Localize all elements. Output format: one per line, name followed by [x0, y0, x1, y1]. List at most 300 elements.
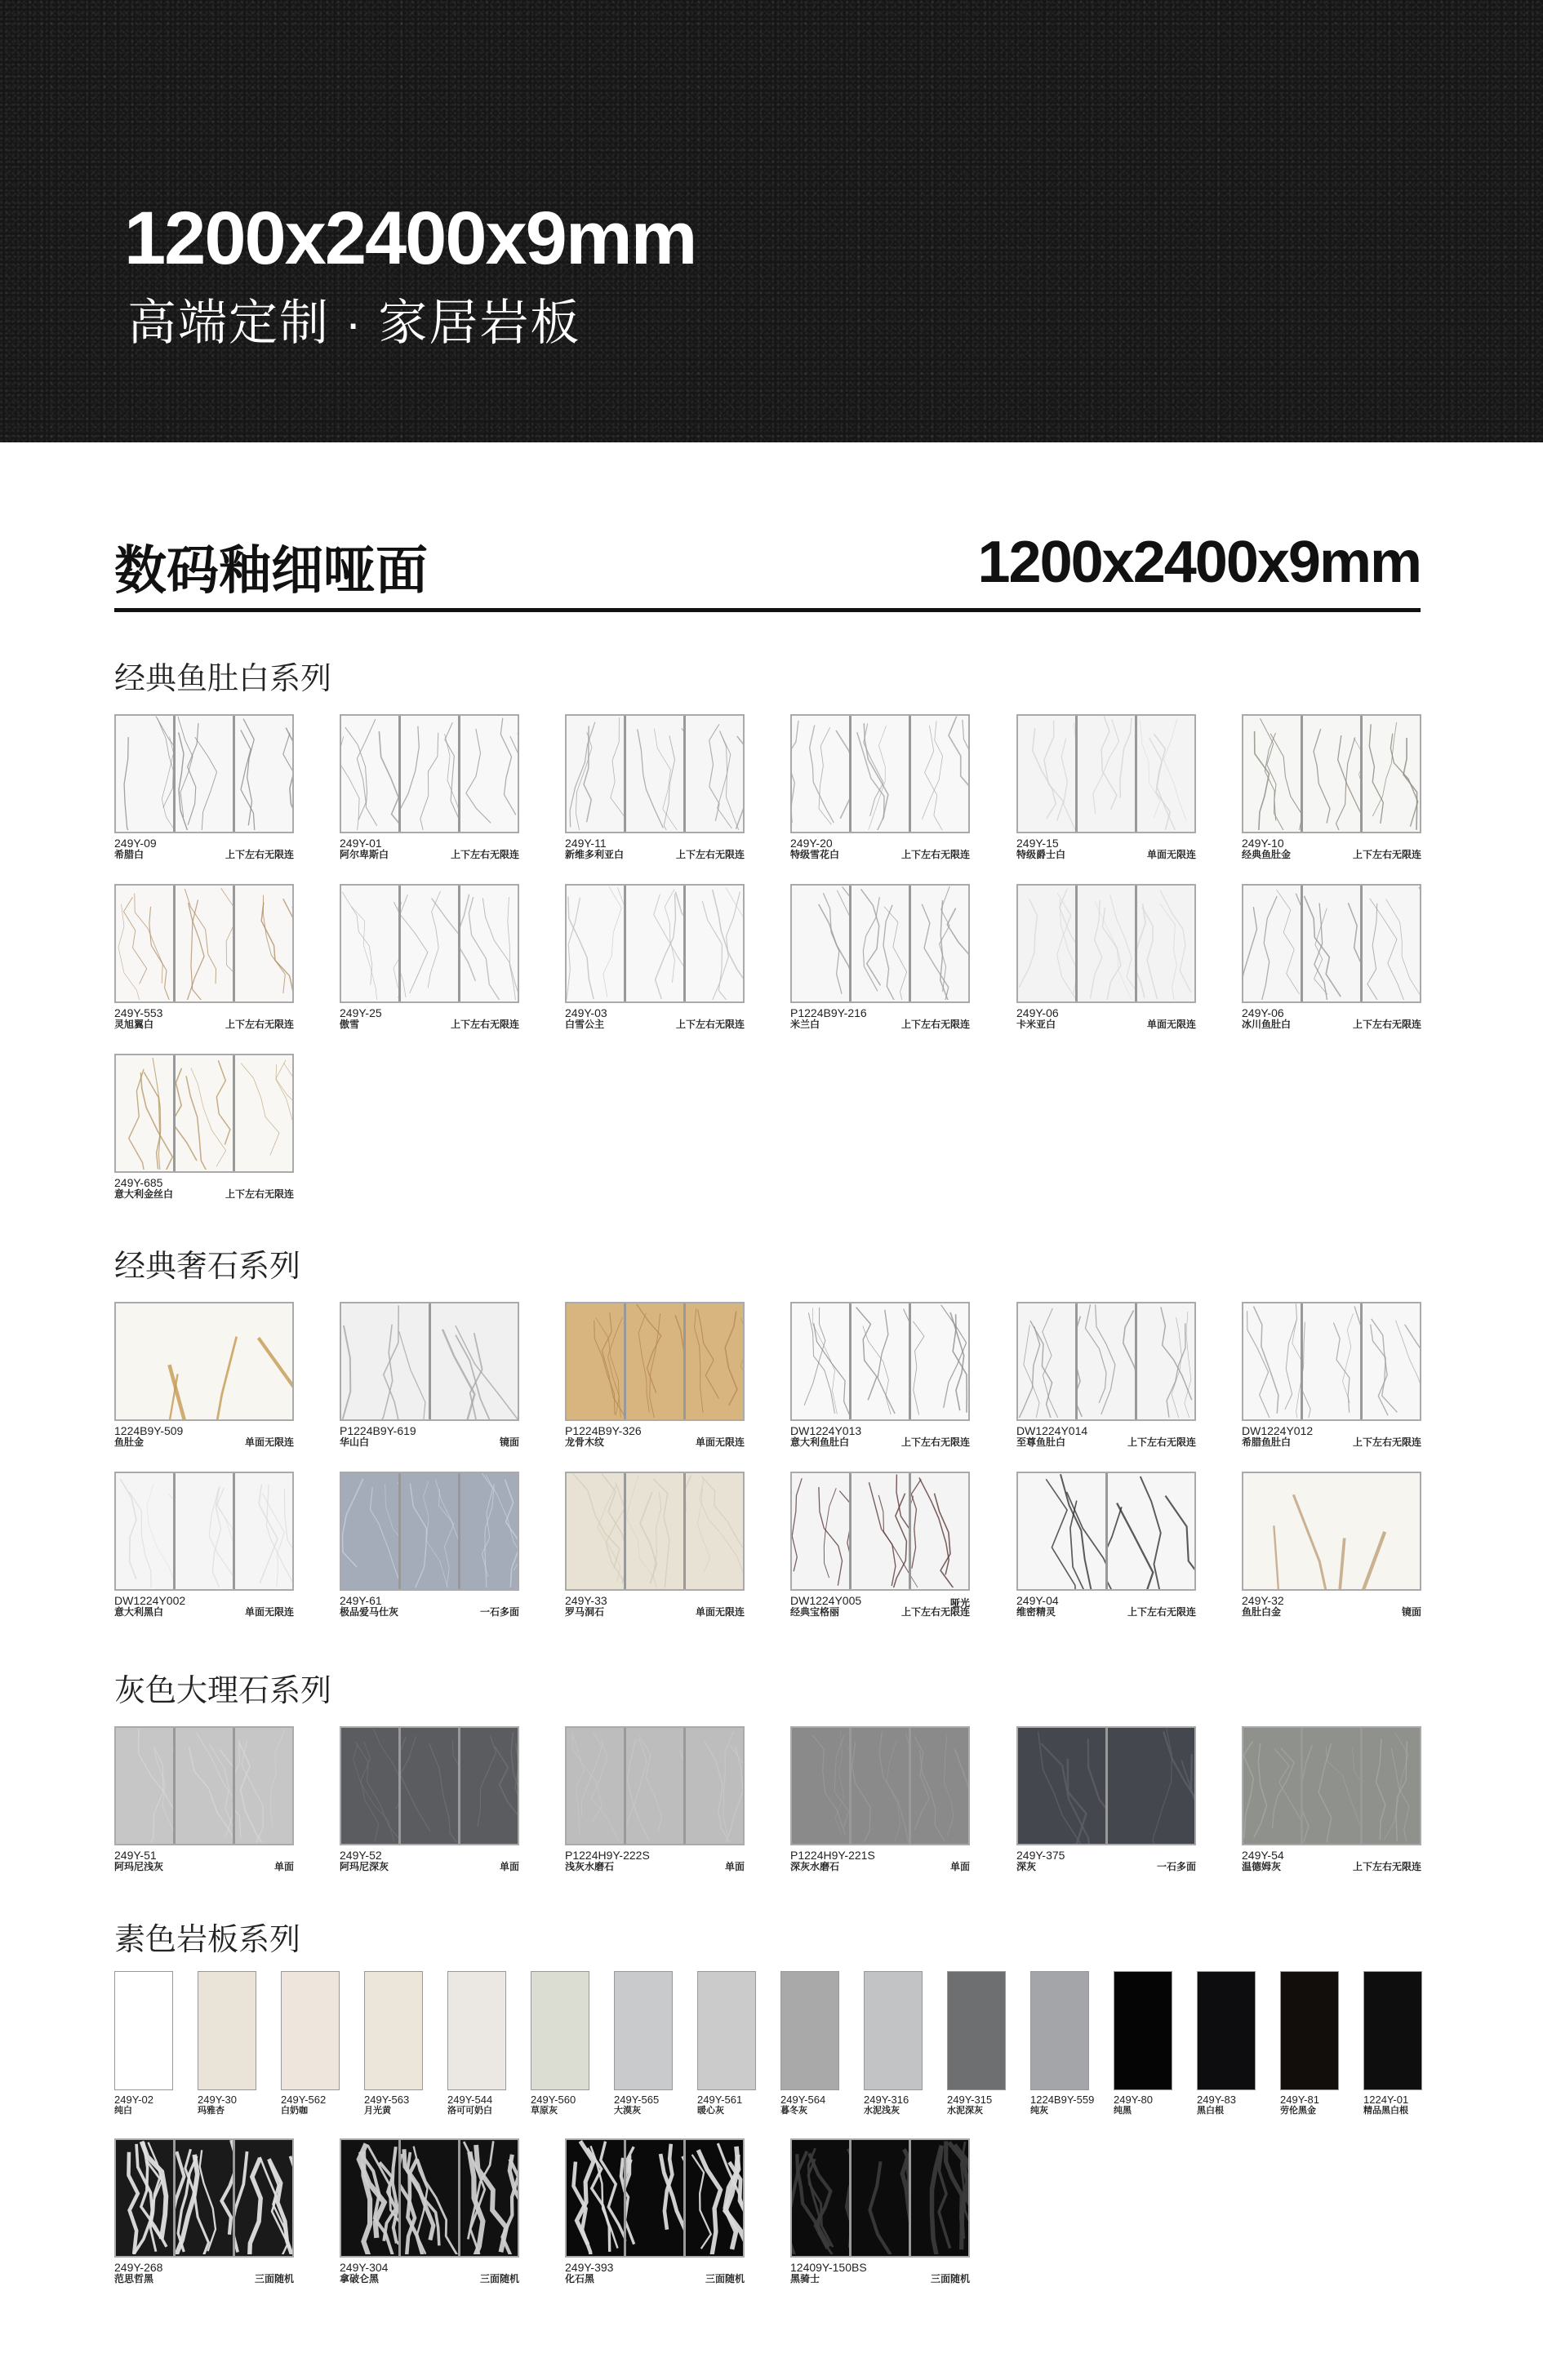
tile-note: 单面无限连: [244, 1606, 294, 1618]
tile-code: 249Y-51: [114, 1849, 157, 1862]
marble-veins: [626, 1303, 683, 1418]
tile-meta: [1016, 1607, 1196, 1618]
tile-meta: [340, 1019, 519, 1030]
tile-swatch[interactable]: [1016, 714, 1196, 833]
solid-tile-card: [531, 1971, 589, 2116]
tile-meta: [565, 1019, 745, 1030]
tile-swatch[interactable]: [565, 1472, 745, 1591]
tile-card: [565, 1302, 745, 1448]
solid-tile-card: [114, 1971, 173, 2116]
solid-swatch[interactable]: [198, 1971, 256, 2090]
marble-veins: [792, 1473, 849, 1587]
tile-note: 上下左右无限连: [450, 849, 519, 860]
marble-veins: [235, 1055, 292, 1170]
tile-panel: [683, 886, 743, 1001]
tile-note: 上下左右无限连: [225, 1019, 294, 1030]
tile-panel: [116, 1728, 173, 1844]
solid-tile-card: [697, 1971, 756, 2116]
tile-panel: [116, 1303, 292, 1419]
tile-swatch[interactable]: [565, 2138, 745, 2258]
tile-code: P1224B9Y-619: [340, 1424, 416, 1437]
marble-veins: [1243, 716, 1301, 830]
marble-veins: [1303, 886, 1360, 1000]
tile-meta: [1242, 1437, 1421, 1448]
tile-panel: [1301, 1728, 1360, 1844]
tile-card: [565, 1726, 745, 1872]
tile-panel: [624, 886, 683, 1001]
tile-name: 龙骨木纹: [565, 1436, 605, 1448]
marble-veins: [852, 1728, 909, 1842]
tile-panel: [173, 1728, 233, 1844]
solid-swatch[interactable]: [447, 1971, 506, 2090]
marble-veins: [792, 716, 849, 830]
solid-swatch[interactable]: [947, 1971, 1006, 2090]
tile-swatch[interactable]: [790, 2138, 970, 2258]
marble-veins: [852, 1303, 909, 1418]
tile-name: 意大利黑白: [114, 1606, 164, 1618]
tile-meta: [790, 1607, 970, 1618]
tile-meta: [114, 2274, 294, 2285]
tile-swatch[interactable]: [114, 1302, 294, 1421]
tile-name: 灵旭翼白: [114, 1019, 154, 1030]
tile-code: 249Y-06: [1242, 1006, 1284, 1019]
tile-name: 希腊白: [114, 849, 145, 860]
tile-code: DW1224Y014: [1016, 1424, 1088, 1437]
marble-veins: [341, 1728, 398, 1842]
marble-veins: [626, 886, 683, 1000]
tile-swatch[interactable]: [1016, 1726, 1196, 1845]
tile-meta: [1016, 850, 1196, 860]
series-title: 经典奢石系列: [114, 1250, 301, 1284]
solid-swatch[interactable]: [780, 1971, 839, 2090]
tile-name: 华山白: [340, 1436, 370, 1448]
tile-code: DW1224Y012: [1242, 1424, 1314, 1437]
tile-panel: [1243, 716, 1301, 832]
solid-tile-card: [947, 1971, 1006, 2116]
marble-veins: [235, 716, 292, 830]
tile-code: DW1224Y005: [790, 1594, 862, 1607]
tile-panel: [233, 1728, 292, 1844]
tile-meta: [565, 850, 745, 860]
tile-panel: [233, 1055, 292, 1171]
tile-swatch[interactable]: [340, 884, 519, 1003]
tile-meta: [790, 1019, 970, 1030]
marble-veins: [911, 886, 968, 1000]
solid-name: 纯黑: [1114, 2106, 1132, 2116]
tile-name: 范思哲黑: [114, 2273, 154, 2285]
tile-note: 上下左右无限连: [225, 1188, 294, 1200]
marble-veins: [1363, 1728, 1420, 1842]
tile-card: [114, 1302, 294, 1448]
solid-code: 249Y-544: [447, 2094, 493, 2106]
tile-code: 249Y-685: [114, 1176, 163, 1189]
tile-panel: [458, 886, 518, 1001]
tile-name: 卡米亚白: [1016, 1019, 1056, 1030]
solid-swatch[interactable]: [614, 1971, 673, 2090]
marble-veins: [1243, 1473, 1420, 1589]
tile-name: 黑骑士: [790, 2273, 820, 2285]
tile-panel: [849, 2140, 909, 2256]
solid-swatch[interactable]: [281, 1971, 340, 2090]
tile-meta: [114, 1437, 294, 1448]
tile-panel: [567, 1728, 624, 1844]
tile-card: [790, 1472, 970, 1618]
hero-banner: [0, 0, 1543, 442]
tile-card: [1242, 714, 1421, 860]
marble-veins: [401, 2140, 458, 2254]
tile-meta: [565, 1607, 745, 1618]
solid-code: 249Y-81: [1280, 2094, 1319, 2106]
tile-panel: [173, 886, 233, 1001]
tile-swatch[interactable]: [790, 1726, 970, 1845]
tile-code: 249Y-61: [340, 1594, 382, 1607]
tile-note: 单面无限连: [695, 1606, 745, 1618]
marble-veins: [911, 716, 968, 830]
tile-name: 特级爵士白: [1016, 849, 1066, 860]
solid-name: 大漠灰: [614, 2106, 641, 2116]
tile-panel: [233, 2140, 292, 2256]
tile-meta: [565, 2274, 745, 2285]
tile-panel: [792, 716, 849, 832]
tile-panel: [173, 1055, 233, 1171]
tile-panel: [849, 1728, 909, 1844]
marble-veins: [1137, 1303, 1194, 1418]
tile-card: [565, 714, 745, 860]
solid-name: 暖心灰: [697, 2106, 724, 2116]
tile-name: 罗马洞石: [565, 1606, 605, 1618]
tile-panel: [1075, 716, 1135, 832]
marble-veins: [401, 1473, 458, 1587]
tile-code: 249Y-06: [1016, 1006, 1059, 1019]
solid-swatch[interactable]: [1363, 1971, 1422, 2090]
marble-veins: [1078, 1303, 1135, 1418]
tile-swatch[interactable]: [114, 2138, 294, 2258]
marble-veins: [116, 886, 173, 1000]
tile-card: [1016, 714, 1196, 860]
tile-panel: [1243, 886, 1301, 1001]
tile-note: 上下左右无限连: [900, 1019, 970, 1030]
tile-meta: [790, 850, 970, 860]
solid-name: 洛可可奶白: [447, 2106, 492, 2116]
tile-card: [790, 714, 970, 860]
solid-code: 249Y-30: [198, 2094, 237, 2106]
marble-veins: [1243, 1303, 1301, 1418]
tile-panel: [341, 1728, 398, 1844]
marble-veins: [1078, 886, 1135, 1000]
solid-name: 草原灰: [531, 2106, 558, 2116]
tile-panel: [1018, 1303, 1075, 1419]
solid-swatch[interactable]: [1197, 1971, 1256, 2090]
tile-note: 单面无限连: [1146, 849, 1196, 860]
tile-card: [340, 714, 519, 860]
marble-veins: [686, 716, 743, 830]
tile-panel: [683, 2140, 743, 2256]
tile-meta: [1016, 1862, 1196, 1872]
solid-swatch[interactable]: [531, 1971, 589, 2090]
tile-code: 249Y-20: [790, 837, 833, 850]
tile-swatch[interactable]: [114, 1472, 294, 1591]
marble-veins: [792, 1728, 849, 1842]
tile-swatch[interactable]: [1016, 1302, 1196, 1421]
solid-swatch[interactable]: [864, 1971, 923, 2090]
tile-swatch[interactable]: [340, 2138, 519, 2258]
tile-card: [114, 1054, 294, 1200]
tile-swatch[interactable]: [1242, 1472, 1421, 1591]
tile-card: [1242, 1472, 1421, 1618]
tile-swatch[interactable]: [1242, 1302, 1421, 1421]
solid-name: 水泥浅灰: [864, 2106, 900, 2116]
solid-tile-card: [1363, 1971, 1422, 2116]
marble-veins: [626, 2140, 683, 2254]
tile-swatch[interactable]: [340, 1726, 519, 1845]
solid-name: 暮冬灰: [780, 2106, 807, 2116]
solid-name: 月光黄: [364, 2106, 391, 2116]
tile-panel: [909, 1303, 968, 1419]
tile-panel: [458, 2140, 518, 2256]
tile-note: 单面: [724, 1861, 745, 1872]
marble-veins: [1363, 886, 1420, 1000]
marble-veins: [176, 1055, 233, 1170]
solid-code: 249Y-316: [864, 2094, 909, 2106]
marble-veins: [686, 2140, 743, 2254]
solid-tile-card: [281, 1971, 340, 2116]
solid-name: 劳伦黑金: [1280, 2106, 1316, 2116]
marble-veins: [567, 1473, 624, 1587]
tile-note: 三面随机: [930, 2273, 970, 2285]
solid-code: 249Y-563: [364, 2094, 410, 2106]
tile-panel: [909, 1728, 968, 1844]
tile-card: [1242, 884, 1421, 1030]
solid-swatch[interactable]: [364, 1971, 423, 2090]
tile-swatch[interactable]: [1016, 884, 1196, 1003]
marble-veins: [1363, 716, 1420, 830]
tile-note: 三面随机: [254, 2273, 294, 2285]
tile-panel: [624, 2140, 683, 2256]
tile-card: [565, 884, 745, 1030]
tile-note: 上下左右无限连: [1352, 849, 1421, 860]
tile-panel: [429, 1303, 518, 1419]
solid-swatch[interactable]: [114, 1971, 173, 2090]
tile-swatch[interactable]: [790, 1472, 970, 1591]
solid-code: 1224B9Y-559: [1030, 2094, 1095, 2106]
marble-veins: [176, 2140, 233, 2254]
tile-card: [340, 1726, 519, 1872]
tile-card: [114, 1726, 294, 1872]
tile-name: 深灰水磨石: [790, 1861, 840, 1872]
tile-meta: [114, 1019, 294, 1030]
tile-note: 镜面: [1401, 1606, 1421, 1618]
tile-code: 249Y-553: [114, 1006, 163, 1019]
marble-veins: [341, 1303, 429, 1419]
tile-panel: [1135, 1303, 1194, 1419]
tile-name: 温德姆灰: [1242, 1861, 1282, 1872]
marble-veins: [852, 716, 909, 830]
marble-veins: [792, 2140, 849, 2254]
tile-panel: [624, 1728, 683, 1844]
tile-swatch[interactable]: [1016, 1472, 1196, 1591]
tile-name: 鱼肚金: [114, 1436, 145, 1448]
tile-code: DW1224Y002: [114, 1594, 186, 1607]
tile-panel: [398, 1728, 458, 1844]
tile-note: 镜面: [499, 1436, 519, 1448]
tile-name: 深灰: [1016, 1861, 1037, 1872]
tile-panel: [1301, 716, 1360, 832]
tile-panel: [1360, 1303, 1420, 1419]
tile-swatch[interactable]: [114, 714, 294, 833]
tile-swatch[interactable]: [114, 1054, 294, 1173]
tile-meta: [340, 1607, 519, 1618]
tile-code: 249Y-03: [565, 1006, 607, 1019]
solid-swatch[interactable]: [1030, 1971, 1089, 2090]
tile-panel: [116, 886, 173, 1001]
tile-panel: [683, 1728, 743, 1844]
marble-veins: [460, 716, 518, 830]
tile-swatch[interactable]: [1242, 1726, 1421, 1845]
tile-code: P1224H9Y-222S: [565, 1849, 650, 1862]
tile-swatch[interactable]: [340, 1472, 519, 1591]
marble-veins: [1018, 1303, 1075, 1418]
solid-name: 水泥深灰: [947, 2106, 983, 2116]
tile-card: [1242, 1302, 1421, 1448]
marble-veins: [176, 886, 233, 1000]
tile-panel: [233, 886, 292, 1001]
tile-panel: [116, 716, 173, 832]
solid-code: 249Y-561: [697, 2094, 743, 2106]
tile-note: 一石多面: [479, 1606, 519, 1618]
tile-swatch[interactable]: [565, 714, 745, 833]
tile-name: 特级雪花白: [790, 849, 840, 860]
tile-swatch[interactable]: [1242, 884, 1421, 1003]
marble-veins: [1108, 1473, 1195, 1589]
marble-veins: [341, 1473, 398, 1587]
tile-panel: [173, 1473, 233, 1589]
tile-note: 上下左右无限连: [450, 1019, 519, 1030]
tile-panel: [792, 1728, 849, 1844]
tile-note: 上下左右无限连: [675, 1019, 745, 1030]
tile-note: 上下左右无限连: [900, 1436, 970, 1448]
tile-panel: [341, 2140, 398, 2256]
tile-note: 三面随机: [479, 2273, 519, 2285]
tile-swatch[interactable]: [790, 714, 970, 833]
solid-name: 纯灰: [1030, 2106, 1048, 2116]
tile-note: 三面随机: [705, 2273, 745, 2285]
tile-panel: [233, 1473, 292, 1589]
marble-veins: [1303, 1303, 1360, 1418]
solid-swatch[interactable]: [697, 1971, 756, 2090]
marble-veins: [911, 1303, 968, 1418]
tile-swatch[interactable]: [340, 714, 519, 833]
tile-panel: [398, 716, 458, 832]
solid-name: 白奶咖: [281, 2106, 308, 2116]
tile-swatch[interactable]: [790, 884, 970, 1003]
tile-swatch[interactable]: [565, 1726, 745, 1845]
tile-panel: [567, 2140, 624, 2256]
tile-panel: [341, 716, 398, 832]
tile-card: [1016, 1302, 1196, 1448]
tile-swatch[interactable]: [114, 1726, 294, 1845]
tile-panel: [458, 716, 518, 832]
tile-card: [114, 714, 294, 860]
marble-veins: [460, 1473, 518, 1587]
tile-meta: [1242, 850, 1421, 860]
tile-card: [340, 1302, 519, 1448]
tile-note: 单面: [273, 1861, 294, 1872]
tile-code: P1224H9Y-221S: [790, 1849, 875, 1862]
tile-panel: [173, 2140, 233, 2256]
tile-meta: [790, 1862, 970, 1872]
marble-veins: [1243, 1728, 1301, 1842]
series-title: 灰色大理石系列: [114, 1674, 332, 1708]
marble-veins: [116, 1473, 173, 1587]
tile-panel: [116, 2140, 173, 2256]
marble-veins: [116, 1303, 292, 1419]
tile-code: 249Y-304: [340, 2261, 389, 2274]
tile-card: [790, 1726, 970, 1872]
marble-veins: [235, 2140, 292, 2254]
tile-meta: [340, 1437, 519, 1448]
tile-code: P1224B9Y-326: [565, 1424, 642, 1437]
tile-code: 249Y-33: [565, 1594, 607, 1607]
marble-veins: [116, 716, 173, 830]
marble-veins: [1078, 716, 1135, 830]
tile-note: 单面无限连: [244, 1436, 294, 1448]
marble-veins: [1018, 886, 1075, 1000]
marble-veins: [567, 1303, 624, 1418]
tile-panel: [849, 886, 909, 1001]
tile-panel: [233, 716, 292, 832]
tile-card: [114, 884, 294, 1030]
tile-note: 上下左右无限连: [675, 849, 745, 860]
marble-veins: [431, 1303, 518, 1419]
solid-swatch[interactable]: [1114, 1971, 1172, 2090]
tile-card: [790, 2138, 970, 2285]
solid-tile-card: [614, 1971, 673, 2116]
tile-meta: [565, 1862, 745, 1872]
tile-code: 249Y-10: [1242, 837, 1284, 850]
marble-veins: [1137, 886, 1194, 1000]
tile-panel: [683, 716, 743, 832]
series-title: 经典鱼肚白系列: [114, 662, 332, 696]
tile-swatch[interactable]: [565, 884, 745, 1003]
tile-swatch[interactable]: [790, 1302, 970, 1421]
tile-panel: [909, 716, 968, 832]
tile-panel: [341, 886, 398, 1001]
marble-veins: [626, 1728, 683, 1842]
solid-code: 249Y-564: [780, 2094, 826, 2106]
tile-swatch[interactable]: [565, 1302, 745, 1421]
tile-swatch[interactable]: [1242, 714, 1421, 833]
marble-veins: [567, 1728, 624, 1842]
tile-panel: [624, 1303, 683, 1419]
marble-veins: [460, 1728, 518, 1842]
tile-panel: [1105, 1473, 1195, 1589]
solid-tile-card: [1114, 1971, 1172, 2116]
tile-name: 白雪公主: [565, 1019, 605, 1030]
solid-swatch[interactable]: [1280, 1971, 1339, 2090]
tile-panel: [1105, 1728, 1195, 1844]
hero-dimension: 1200x2400x9mm: [124, 197, 696, 280]
tile-card: [790, 1302, 970, 1448]
solid-tile-card: [198, 1971, 256, 2116]
solid-tile-card: [864, 1971, 923, 2116]
solid-tile-card: [1030, 1971, 1095, 2116]
marble-veins: [401, 716, 458, 830]
tile-swatch[interactable]: [114, 884, 294, 1003]
marble-veins: [235, 1473, 292, 1587]
solid-code: 249Y-565: [614, 2094, 660, 2106]
tile-swatch[interactable]: [340, 1302, 519, 1421]
tile-panel: [1018, 1728, 1105, 1844]
